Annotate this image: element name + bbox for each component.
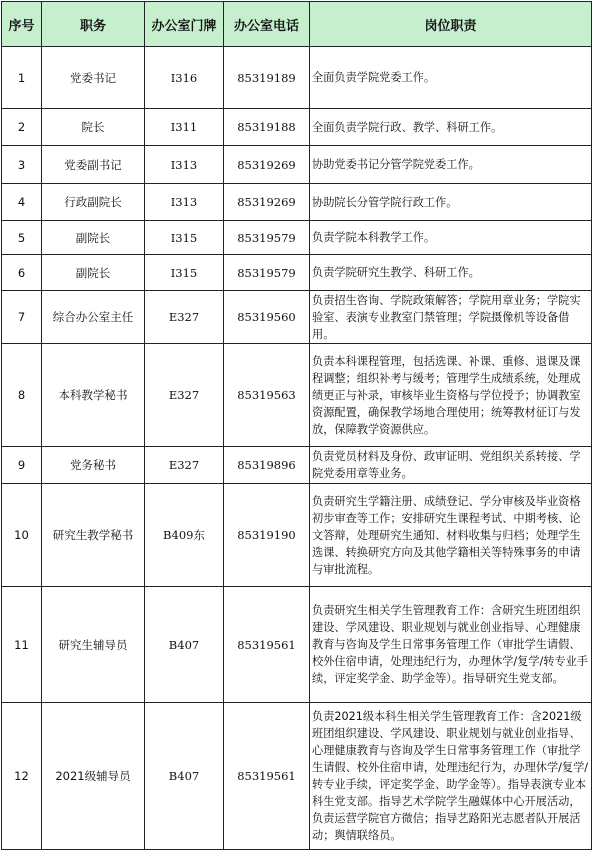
row-title: 2021级辅导员 xyxy=(42,703,145,850)
row-phone: 85319190 xyxy=(224,484,310,587)
row-phone: 85319560 xyxy=(224,291,310,344)
row-number: 11 xyxy=(2,587,42,703)
row-title: 综合办公室主任 xyxy=(42,291,145,344)
row-number: 9 xyxy=(2,447,42,484)
row-title: 院长 xyxy=(42,109,145,146)
table-row xyxy=(2,587,592,703)
row-duty: 负责学院研究生教学、科研工作。 xyxy=(310,255,592,291)
row-duty: 负责2021级本科生相关学生管理教育工作：含2021级班团组织建设、学风建设、职业规划与就业创业指导、心理健康教育与咨询及学生日常事务管理工作（审批学生请假、校外住宿申请，处理违纪行为，办理休学/复学/转专业手续，评定奖学金、助学金等）。指导表演专业本科生党支部。指导艺术学院学生融媒体中心开展活动，负责运营学院官方微信；指导艺路阳光志愿者队开展活动；舆情联络员。 xyxy=(310,703,592,850)
row-room: B409东 xyxy=(145,484,224,587)
header-room: 办公室门牌 xyxy=(145,2,224,47)
row-duty: 负责党员材料及身份、政审证明、党组织关系转接、学院党委用章等业务。 xyxy=(310,447,592,484)
row-number: 4 xyxy=(2,184,42,221)
row-title: 党务秘书 xyxy=(42,447,145,484)
row-duty: 负责本科课程管理，包括选课、补课、重修、退课及课程调整；组织补考与缓考；管理学生成绩系统，处理成绩更正与补录，审核毕业生资格与学位授予；协调教室资源配置，确保教学场地合理使用；统筹教材征订与发放，保障教学资源供应。 xyxy=(310,344,592,447)
table-row xyxy=(2,146,592,184)
row-duty: 协助院长分管学院行政工作。 xyxy=(310,184,592,221)
row-duty: 全面负责学院党委工作。 xyxy=(310,47,592,109)
row-number: 7 xyxy=(2,291,42,344)
row-room: B407 xyxy=(145,587,224,703)
row-phone: 85319896 xyxy=(224,447,310,484)
table-row xyxy=(2,47,592,109)
row-number: 12 xyxy=(2,703,42,850)
row-title: 研究生辅导员 xyxy=(42,587,145,703)
header-phone: 办公室电话 xyxy=(224,2,310,47)
row-duty: 全面负责学院行政、教学、科研工作。 xyxy=(310,109,592,146)
table-row xyxy=(2,703,592,850)
row-title: 党委副书记 xyxy=(42,146,145,184)
table-row xyxy=(2,221,592,255)
staff-duty-table xyxy=(1,1,592,850)
row-phone: 85319579 xyxy=(224,221,310,255)
table-body xyxy=(2,47,592,850)
row-room: I311 xyxy=(145,109,224,146)
row-number: 6 xyxy=(2,255,42,291)
row-duty: 协助党委书记分管学院党委工作。 xyxy=(310,146,592,184)
row-title: 党委书记 xyxy=(42,47,145,109)
row-number: 2 xyxy=(2,109,42,146)
row-room: B407 xyxy=(145,703,224,850)
row-phone: 85319269 xyxy=(224,146,310,184)
row-room: I315 xyxy=(145,221,224,255)
table-row xyxy=(2,447,592,484)
row-title: 行政副院长 xyxy=(42,184,145,221)
table-header-row xyxy=(2,2,592,47)
table-row xyxy=(2,184,592,221)
row-number: 5 xyxy=(2,221,42,255)
row-number: 10 xyxy=(2,484,42,587)
row-title: 副院长 xyxy=(42,221,145,255)
row-phone: 85319189 xyxy=(224,47,310,109)
row-phone: 85319188 xyxy=(224,109,310,146)
row-phone: 85319561 xyxy=(224,587,310,703)
row-phone: 85319269 xyxy=(224,184,310,221)
header-no: 序号 xyxy=(2,2,42,47)
row-phone: 85319561 xyxy=(224,703,310,850)
row-duty: 负责研究生学籍注册、成绩登记、学分审核及毕业资格初步审查等工作；安排研究生课程考试、中期考核、论文答辩，处理研究生通知、材料收集与归档；处理学生选课、转换研究方向及其他学籍相关等特殊事务的申请与审批流程。 xyxy=(310,484,592,587)
row-room: I313 xyxy=(145,146,224,184)
table-row xyxy=(2,291,592,344)
row-room: E327 xyxy=(145,344,224,447)
row-number: 8 xyxy=(2,344,42,447)
row-duty: 负责招生咨询、学院政策解答；学院用章业务；学院实验室、表演专业教室门禁管理；学院摄像机等设备借用。 xyxy=(310,291,592,344)
header-title: 职务 xyxy=(42,2,145,47)
row-duty: 负责研究生相关学生管理教育工作：含研究生班团组织建设、学风建设、职业规划与就业创业指导、心理健康教育与咨询及学生日常事务管理工作（审批学生请假、校外住宿申请，处理违纪行为，办理休学/复学/转专业手续，评定奖学金、助学金等）。指导研究生党支部。 xyxy=(310,587,592,703)
row-room: I316 xyxy=(145,47,224,109)
row-title: 本科教学秘书 xyxy=(42,344,145,447)
table-row xyxy=(2,484,592,587)
table-row xyxy=(2,255,592,291)
table-row xyxy=(2,109,592,146)
row-room: E327 xyxy=(145,291,224,344)
row-number: 1 xyxy=(2,47,42,109)
row-title: 副院长 xyxy=(42,255,145,291)
row-room: E327 xyxy=(145,447,224,484)
table-row xyxy=(2,344,592,447)
row-room: I315 xyxy=(145,255,224,291)
row-phone: 85319563 xyxy=(224,344,310,447)
row-room: I313 xyxy=(145,184,224,221)
row-number: 3 xyxy=(2,146,42,184)
row-phone: 85319579 xyxy=(224,255,310,291)
header-duty: 岗位职责 xyxy=(310,2,592,47)
row-duty: 负责学院本科教学工作。 xyxy=(310,221,592,255)
row-title: 研究生教学秘书 xyxy=(42,484,145,587)
